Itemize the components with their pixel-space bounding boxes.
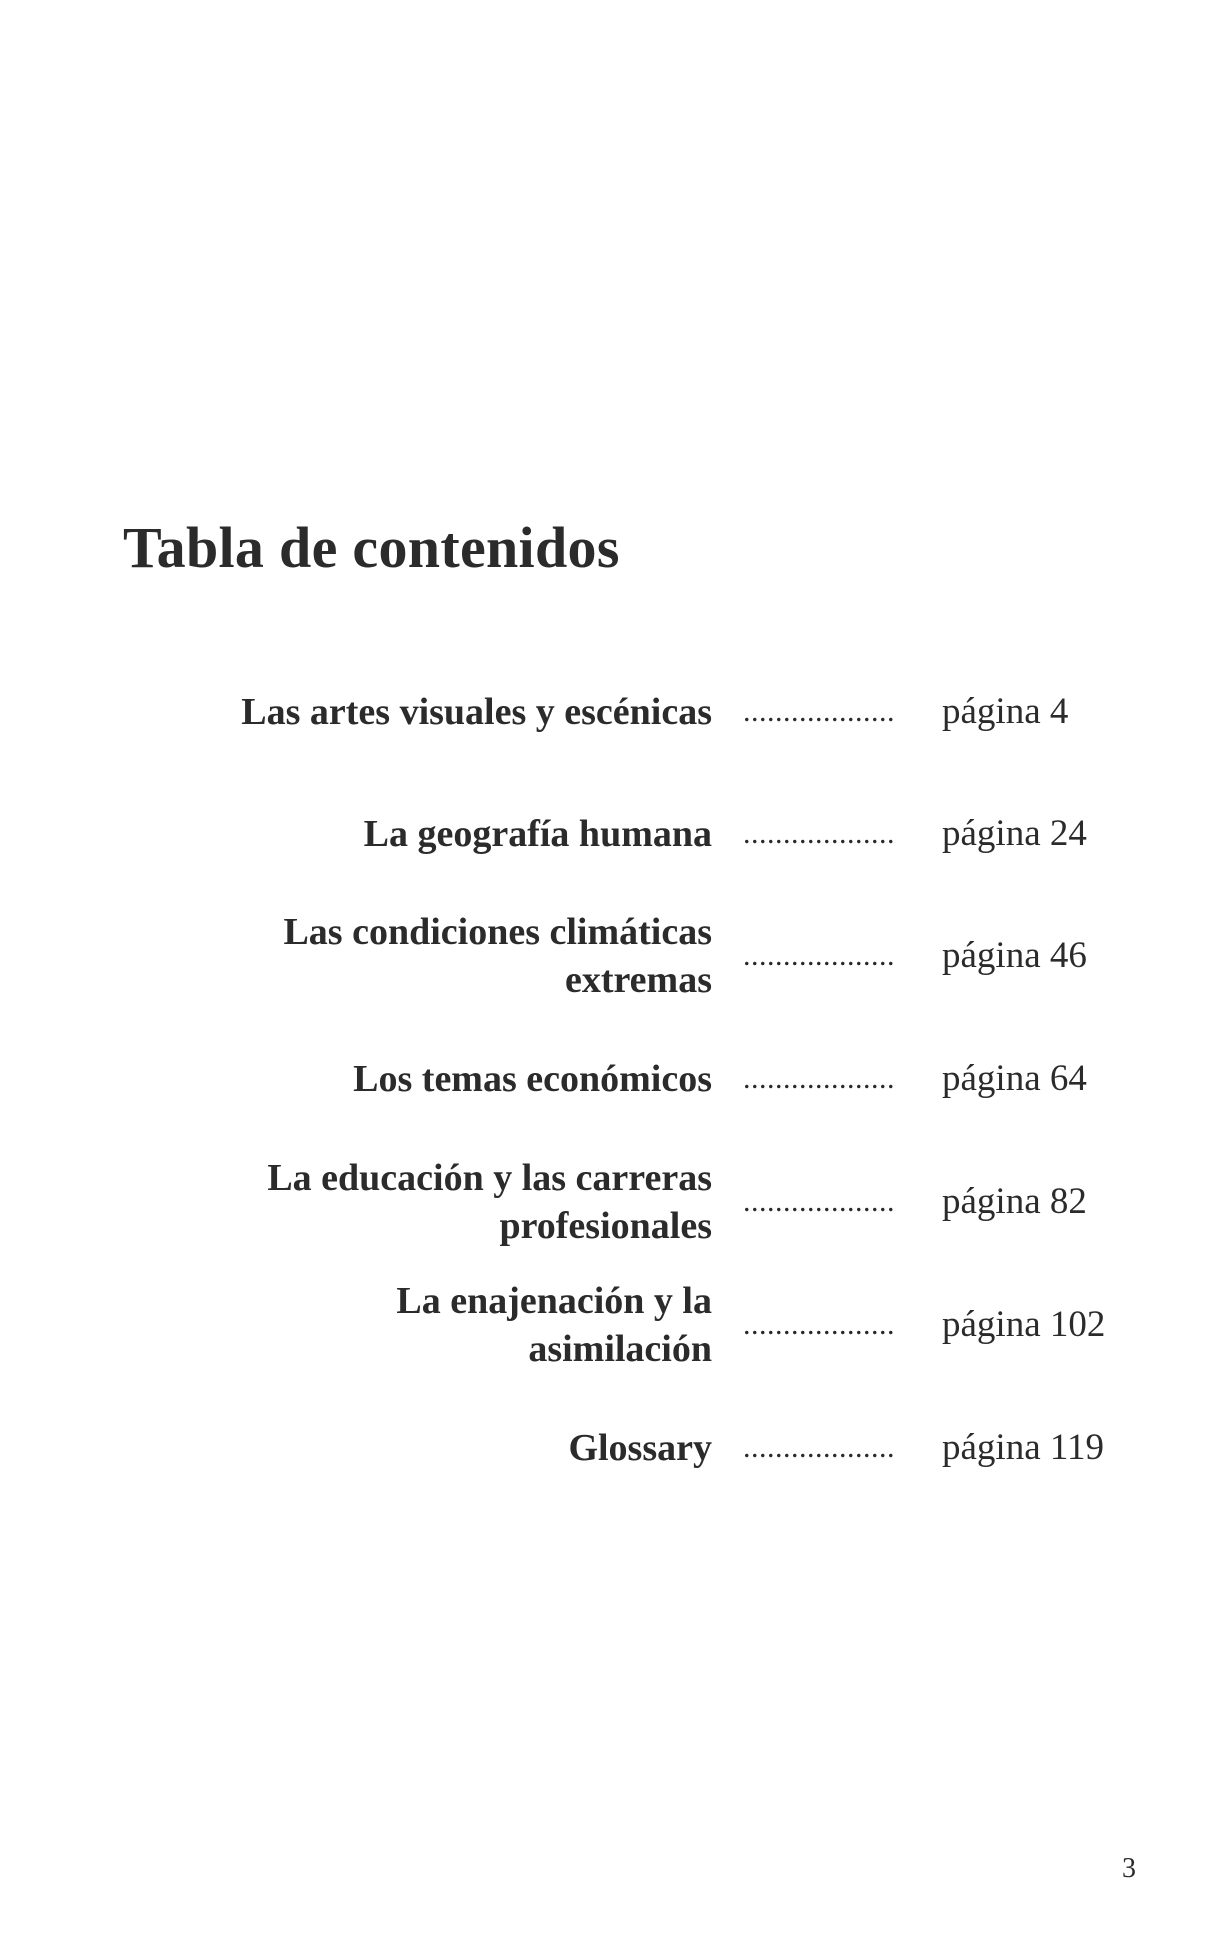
toc-page-reference: página 102 [942, 1304, 1106, 1345]
toc-entry-title: Las artes visuales y escénicas [241, 691, 712, 733]
toc-dot-leader: ................... [743, 1062, 895, 1095]
toc-entry-title: La enajenación y la asimilación [396, 1280, 712, 1370]
toc-page-reference: página 82 [942, 1181, 1087, 1222]
toc-dot-leader: ................... [743, 1308, 895, 1341]
toc-dot-leader: ................... [743, 1185, 895, 1218]
page-title: Tabla de contenidos [123, 515, 620, 580]
toc-entry-title: Glossary [568, 1427, 712, 1469]
toc-dot-leader: ................... [743, 817, 895, 850]
page-number: 3 [1122, 1853, 1136, 1884]
toc-entry-title: La educación y las carreras profesionales [267, 1157, 712, 1247]
toc-dot-leader: ................... [743, 1431, 895, 1464]
toc-page-reference: página 4 [942, 691, 1069, 732]
toc-page-reference: página 46 [942, 935, 1087, 976]
toc-entry-title: Las condiciones climáticas extremas [283, 911, 712, 1001]
toc-entry-title: Los temas económicos [353, 1058, 712, 1100]
toc-page-reference: página 64 [942, 1058, 1087, 1099]
toc-page-reference: página 24 [942, 813, 1087, 854]
toc-entry-title: La geografía humana [363, 813, 712, 855]
toc-dot-leader: ................... [743, 939, 895, 972]
toc-dot-leader: ................... [743, 695, 895, 728]
toc-page-reference: página 119 [942, 1427, 1105, 1468]
